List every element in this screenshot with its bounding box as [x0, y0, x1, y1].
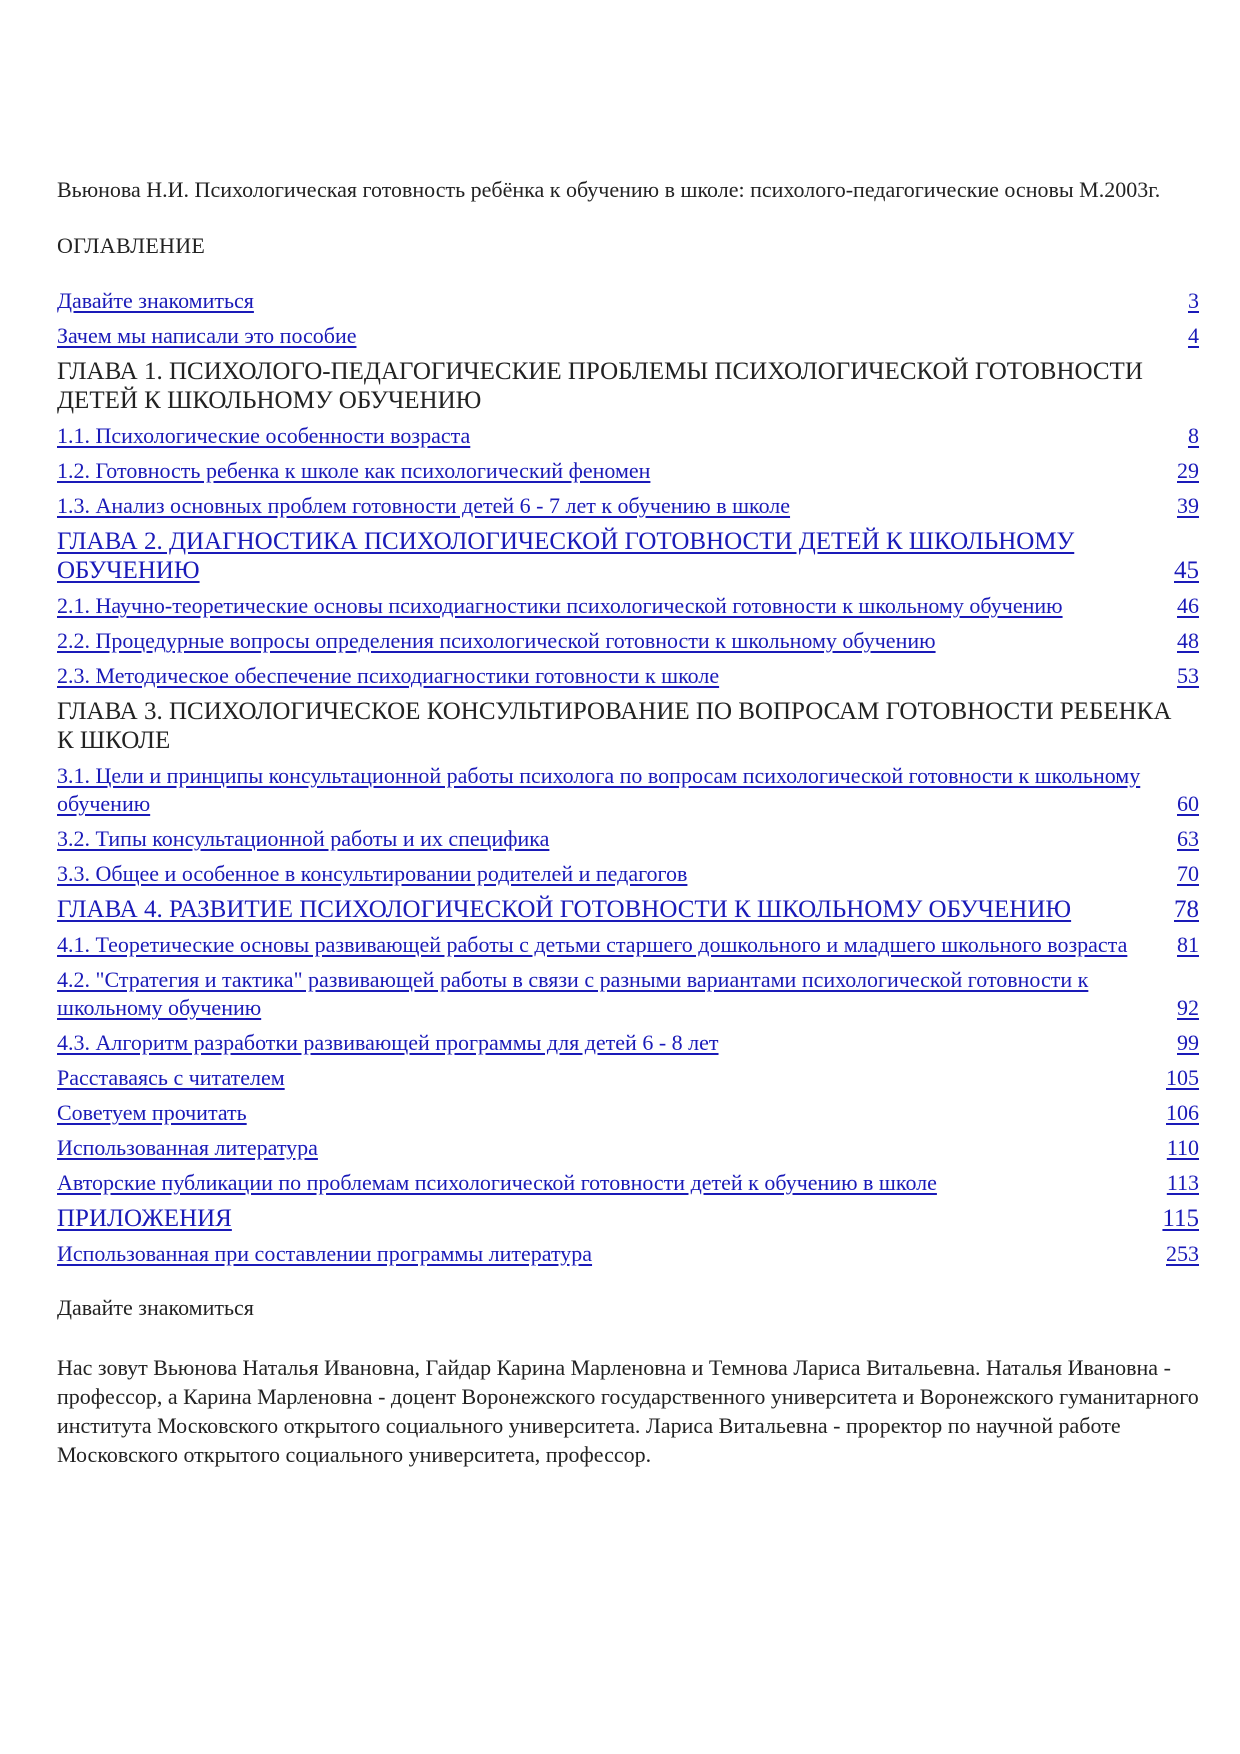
toc-entry-title[interactable]: Использованная литература	[57, 1135, 318, 1160]
toc-entry-2-1	[57, 592, 1199, 620]
toc-entry-page[interactable]: 39	[1177, 493, 1199, 518]
toc-entry-page[interactable]: 92	[1177, 995, 1199, 1020]
toc-entry-appendices	[57, 1204, 1199, 1233]
toc-entry-title[interactable]: 2.1. Научно-теоретические основы психодиагностики психологической готовности к школьному обучению	[57, 593, 1063, 618]
toc-entry-title[interactable]: 3.3. Общее и особенное в консультировании родителей и педагогов	[57, 861, 688, 886]
toc-chapter-title: ГЛАВА 3. ПСИХОЛОГИЧЕСКОЕ КОНСУЛЬТИРОВАНИЕ ПО ВОПРОСАМ ГОТОВНОСТИ РЕБЕНКА К ШКОЛЕ	[57, 698, 1172, 754]
toc-entry-title[interactable]: 1.1. Психологические особенности возраста	[57, 423, 471, 448]
toc-entry-1-1	[57, 422, 1199, 450]
toc-entry-page[interactable]: 99	[1177, 1030, 1199, 1055]
toc-entry-page[interactable]: 70	[1177, 861, 1199, 886]
toc-entry-author-publications	[57, 1169, 1199, 1197]
toc-entry-page[interactable]: 105	[1166, 1065, 1199, 1090]
toc-entry-title[interactable]: Использованная при составлении программы литература	[57, 1241, 593, 1266]
toc-chapter-title[interactable]: ГЛАВА 2. ДИАГНОСТИКА ПСИХОЛОГИЧЕСКОЙ ГОТОВНОСТИ ДЕТЕЙ К ШКОЛЬНОМУ ОБУЧЕНИЮ	[57, 528, 1075, 584]
toc-entry-page[interactable]: 110	[1166, 1135, 1199, 1160]
toc-entry-title[interactable]: Давайте знакомиться	[57, 288, 254, 313]
toc-entry-title[interactable]: 3.2. Типы консультационной работы и их специфика	[57, 826, 550, 851]
toc-entry-4-1	[57, 931, 1199, 959]
toc-entry-3-1	[57, 762, 1199, 818]
toc-chapter-4	[57, 895, 1199, 924]
toc-entry-title[interactable]: Советуем прочитать	[57, 1100, 247, 1125]
toc-entry-program-literature	[57, 1240, 1199, 1268]
toc-entry-page[interactable]: 29	[1177, 458, 1199, 483]
toc-entry-title[interactable]: Зачем мы написали это пособие	[57, 323, 357, 348]
toc-entry-1-2	[57, 457, 1199, 485]
toc-entry-page[interactable]: 4	[1188, 323, 1199, 348]
toc-entry-page[interactable]: 48	[1177, 628, 1199, 653]
toc-entry-page[interactable]: 60	[1177, 791, 1199, 816]
table-of-contents	[57, 287, 1199, 1268]
toc-entry-references	[57, 1134, 1199, 1162]
toc-entry-page[interactable]: 8	[1188, 423, 1199, 448]
intro-paragraph: Нас зовут Вьюнова Наталья Ивановна, Гайдар Карина Марленовна и Темнова Лариса Витальевна. Наталья Ивановна - профессор, а Карина Марленовна - доцент Воронежского государственного университета и Воронежского гуманитарного института Московского открытого социального университета. Лариса Витальевна - проректор по научной работе Московского открытого социального университета, профессор.	[57, 1355, 1199, 1467]
toc-entry-introduction	[57, 287, 1199, 315]
toc-entry-4-2	[57, 966, 1199, 1022]
toc-entry-title[interactable]: 3.1. Цели и принципы консультационной работы психолога по вопросам психологической готовности к школьному обучению	[57, 763, 1141, 816]
toc-entry-page[interactable]: 53	[1177, 663, 1199, 688]
toc-entry-page[interactable]: 253	[1166, 1241, 1199, 1266]
toc-entry-farewell	[57, 1064, 1199, 1092]
toc-entry-page[interactable]: 63	[1177, 826, 1199, 851]
toc-entry-page[interactable]: 81	[1177, 932, 1199, 957]
toc-chapter-2	[57, 527, 1199, 585]
toc-entry-title[interactable]: 4.2. "Стратегия и тактика" развивающей работы в связи с разными вариантами психологической готовности к школьному обучению	[57, 967, 1089, 1020]
bibliography-line: Вьюнова Н.И. Психологическая готовность ребёнка к обучению в школе: психолого-педагогические основы М.2003г.	[57, 177, 1161, 202]
toc-entry-4-3	[57, 1029, 1199, 1057]
toc-entry-title[interactable]: 4.3. Алгоритм разработки развивающей программы для детей 6 - 8 лет	[57, 1030, 719, 1055]
toc-chapter-page[interactable]: 78	[1174, 896, 1199, 923]
toc-heading: ОГЛАВЛЕНИЕ	[57, 233, 206, 258]
toc-entry-2-3	[57, 662, 1199, 690]
toc-entry-page[interactable]: 115	[1162, 1205, 1199, 1232]
toc-entry-title[interactable]: 2.2. Процедурные вопросы определения психологической готовности к школьному обучению	[57, 628, 936, 653]
toc-entry-title[interactable]: Расставаясь с читателем	[57, 1065, 285, 1090]
toc-chapter-3	[57, 697, 1199, 755]
section-title: Давайте знакомиться	[57, 1295, 254, 1320]
toc-entry-title[interactable]: 1.3. Анализ основных проблем готовности детей 6 - 7 лет к обучению в школе	[57, 493, 791, 518]
toc-entry-page[interactable]: 113	[1166, 1170, 1199, 1195]
toc-entry-title[interactable]: 4.1. Теоретические основы развивающей работы с детьми старшего дошкольного и младшего школьного возраста	[57, 932, 1128, 957]
toc-entry-title[interactable]: ПРИЛОЖЕНИЯ	[57, 1205, 232, 1232]
toc-chapter-page[interactable]: 45	[1174, 557, 1199, 584]
document-page	[57, 176, 1199, 1469]
toc-entry-title[interactable]: Авторские публикации по проблемам психологической готовности детей к обучению в школе	[57, 1170, 937, 1195]
toc-entry-3-2	[57, 825, 1199, 853]
toc-entry-1-3	[57, 492, 1199, 520]
toc-entry-page[interactable]: 106	[1166, 1100, 1199, 1125]
toc-entry-2-2	[57, 627, 1199, 655]
toc-entry-title[interactable]: 1.2. Готовность ребенка к школе как психологический феномен	[57, 458, 651, 483]
toc-chapter-title: ГЛАВА 1. ПСИХОЛОГО-ПЕДАГОГИЧЕСКИЕ ПРОБЛЕМЫ ПСИХОЛОГИЧЕСКОЙ ГОТОВНОСТИ ДЕТЕЙ К ШКОЛЬНОМУ ОБУЧЕНИЮ	[57, 358, 1143, 414]
toc-entry-purpose	[57, 322, 1199, 350]
toc-entry-page[interactable]: 46	[1177, 593, 1199, 618]
toc-entry-title[interactable]: 2.3. Методическое обеспечение психодиагностики готовности к школе	[57, 663, 720, 688]
toc-chapter-1	[57, 357, 1199, 415]
toc-entry-recommended-reading	[57, 1099, 1199, 1127]
toc-chapter-title[interactable]: ГЛАВА 4. РАЗВИТИЕ ПСИХОЛОГИЧЕСКОЙ ГОТОВНОСТИ К ШКОЛЬНОМУ ОБУЧЕНИЮ	[57, 896, 1072, 923]
toc-entry-page[interactable]: 3	[1188, 288, 1199, 313]
toc-entry-3-3	[57, 860, 1199, 888]
